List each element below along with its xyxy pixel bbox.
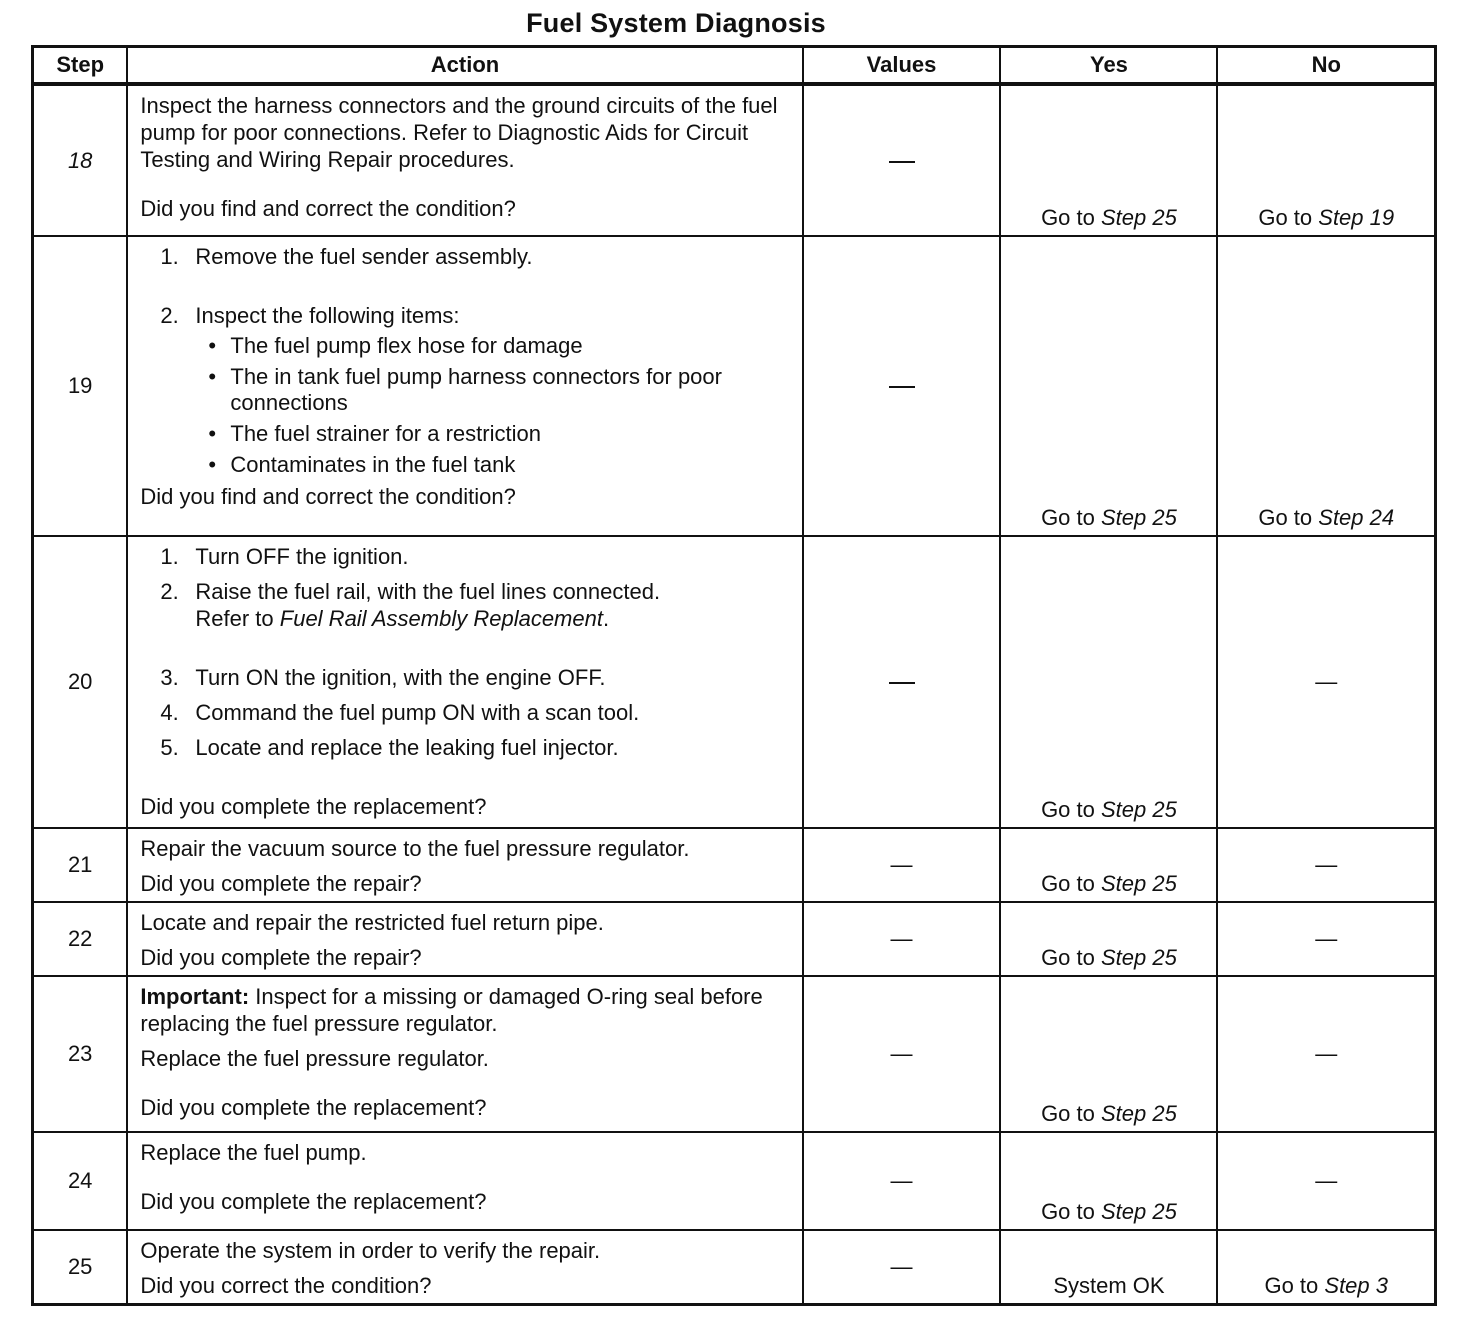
values-cell xyxy=(803,1230,1001,1305)
step-number: 20 xyxy=(33,536,128,828)
step-number: 24 xyxy=(33,1132,128,1230)
step-number: 25 xyxy=(33,1230,128,1305)
action-step-item: 3. Turn ON the ignition, with the engine OFF. xyxy=(160,665,606,690)
action-step-item: 1. Turn OFF the ignition. xyxy=(160,544,409,569)
go-to-label: Go to xyxy=(1041,205,1095,230)
action-text: Repair the vacuum source to the fuel pressure regulator. xyxy=(140,836,690,861)
yes-cell: Go to Step 25 xyxy=(1000,976,1217,1132)
no-value: — xyxy=(1315,1041,1338,1066)
dash-mark xyxy=(889,682,915,684)
header-action: Action xyxy=(127,47,802,85)
no-step-ref: Step 3 xyxy=(1324,1273,1388,1298)
important-note: Important: Inspect for a missing or damaged O-ring seal before replacing the fuel pressure regulator. xyxy=(140,984,763,1036)
yes-cell: Go to Step 25 xyxy=(1000,1132,1217,1230)
go-to-label: Go to xyxy=(1258,205,1313,230)
action-text: Replace the fuel pump. xyxy=(140,1140,367,1165)
action-cell xyxy=(127,536,802,828)
no-value: — xyxy=(1315,852,1338,877)
no-cell xyxy=(1217,536,1435,828)
important-label: Important: xyxy=(140,984,250,1009)
yes-step-ref: Step 25 xyxy=(1101,205,1177,230)
values-cell xyxy=(803,976,1001,1132)
action-question: Did you complete the repair? xyxy=(140,945,422,970)
no-step-ref: Step 19 xyxy=(1318,205,1395,230)
yes-cell: Go to Step 25 xyxy=(1000,536,1217,828)
action-cell xyxy=(127,236,802,536)
step-number: 18 xyxy=(33,84,128,236)
bullet-item: • The fuel strainer for a restriction xyxy=(208,421,541,446)
header-values: Values xyxy=(803,47,1001,85)
action-step-item: 1. Remove the fuel sender assembly. xyxy=(160,244,533,269)
bullet-item: • Contaminates in the fuel tank xyxy=(208,452,516,477)
no-step-ref: Step 24 xyxy=(1318,505,1395,530)
action-question: Did you complete the repair? xyxy=(140,871,422,896)
action-cell xyxy=(127,1230,802,1305)
header-row xyxy=(33,47,1436,85)
yes-step-ref: Step 25 xyxy=(1101,871,1177,896)
yes-cell: Go to Step 25 xyxy=(1000,902,1217,976)
table-row-step-21 xyxy=(33,828,1436,902)
no-cell xyxy=(1217,976,1435,1132)
dash-mark xyxy=(889,161,915,163)
action-question: Did you complete the replacement? xyxy=(140,1095,487,1120)
action-step-item: 5. Locate and replace the leaking fuel injector. xyxy=(160,735,619,760)
values-value: — xyxy=(890,926,913,951)
bullet-item: • The in tank fuel pump harness connectors for poor connections xyxy=(208,364,722,415)
step-number: 22 xyxy=(33,902,128,976)
no-cell: Go to Step 3 xyxy=(1217,1230,1435,1305)
reference-link: Fuel Rail Assembly Replacement xyxy=(279,606,603,631)
values-value: — xyxy=(890,1168,913,1193)
step-number: 23 xyxy=(33,976,128,1132)
values-cell xyxy=(803,236,1001,536)
action-text: Inspect the harness connectors and the ground circuits of the fuel pump for poor connections. Refer to Diagnostic Aids for Circuit Testing and Wiring Repair procedures. xyxy=(140,93,778,172)
yes-step-ref: Step 25 xyxy=(1101,797,1177,822)
values-cell xyxy=(803,902,1001,976)
table-row-step-19 xyxy=(33,236,1436,536)
action-cell xyxy=(127,1132,802,1230)
action-cell xyxy=(127,902,802,976)
action-cell xyxy=(127,84,802,236)
header-step: Step xyxy=(33,47,128,85)
no-value: — xyxy=(1315,1168,1338,1193)
action-step-item: 4. Command the fuel pump ON with a scan tool. xyxy=(160,700,640,725)
action-cell xyxy=(127,976,802,1132)
step-number: 21 xyxy=(33,828,128,902)
yes-step-ref: Step 25 xyxy=(1101,505,1177,530)
no-cell xyxy=(1217,828,1435,902)
table-row-step-25 xyxy=(33,1230,1436,1305)
yes-cell: Go to Step 25 xyxy=(1000,828,1217,902)
action-step-item: 2. Inspect the following items: xyxy=(160,303,460,328)
values-cell xyxy=(803,84,1001,236)
no-cell: Go to Step 24 xyxy=(1217,236,1435,536)
action-text: Locate and repair the restricted fuel return pipe. xyxy=(140,910,604,935)
yes-step-ref: Step 25 xyxy=(1101,1199,1177,1224)
table-row-step-22 xyxy=(33,902,1436,976)
values-cell xyxy=(803,536,1001,828)
no-cell xyxy=(1217,1132,1435,1230)
action-cell xyxy=(127,828,802,902)
action-text: Replace the fuel pressure regulator. xyxy=(140,1046,489,1071)
no-cell xyxy=(1217,902,1435,976)
yes-cell xyxy=(1000,1230,1217,1305)
step-number: 19 xyxy=(33,236,128,536)
page-title: Fuel System Diagnosis xyxy=(526,8,826,38)
values-value: — xyxy=(890,852,913,877)
values-value: — xyxy=(890,1041,913,1066)
action-step-item: 2. Raise the fuel rail, with the fuel lines connected. Refer to Fuel Rail Assembly Replacement. xyxy=(160,579,661,631)
table-row-step-24 xyxy=(33,1132,1436,1230)
table-row-step-20 xyxy=(33,536,1436,828)
yes-step-ref: Step 25 xyxy=(1101,1101,1177,1126)
yes-cell: Go to Step 25 xyxy=(1000,236,1217,536)
action-question: Did you find and correct the condition? xyxy=(140,484,516,509)
table-row-step-23 xyxy=(33,976,1436,1132)
yes-step-ref: Step 25 xyxy=(1101,945,1177,970)
values-cell xyxy=(803,1132,1001,1230)
no-value: — xyxy=(1315,926,1338,951)
header-no: No xyxy=(1217,47,1435,85)
action-question: Did you find and correct the condition? xyxy=(140,196,516,221)
action-question: Did you complete the replacement? xyxy=(140,794,487,819)
header-yes: Yes xyxy=(1000,47,1217,85)
action-text: Operate the system in order to verify the repair. xyxy=(140,1238,601,1263)
values-value: — xyxy=(890,1254,913,1279)
values-cell xyxy=(803,828,1001,902)
yes-value: System OK xyxy=(1053,1273,1165,1298)
no-cell xyxy=(1217,84,1435,236)
action-question: Did you correct the condition? xyxy=(140,1273,432,1298)
table-row-step-18 xyxy=(33,84,1436,236)
yes-cell xyxy=(1000,84,1217,236)
bullet-item: • The fuel pump flex hose for damage xyxy=(208,333,583,358)
action-question: Did you complete the replacement? xyxy=(140,1189,487,1214)
diagnosis-table xyxy=(31,45,1437,1306)
no-value: — xyxy=(1315,669,1338,694)
dash-mark xyxy=(889,386,915,388)
